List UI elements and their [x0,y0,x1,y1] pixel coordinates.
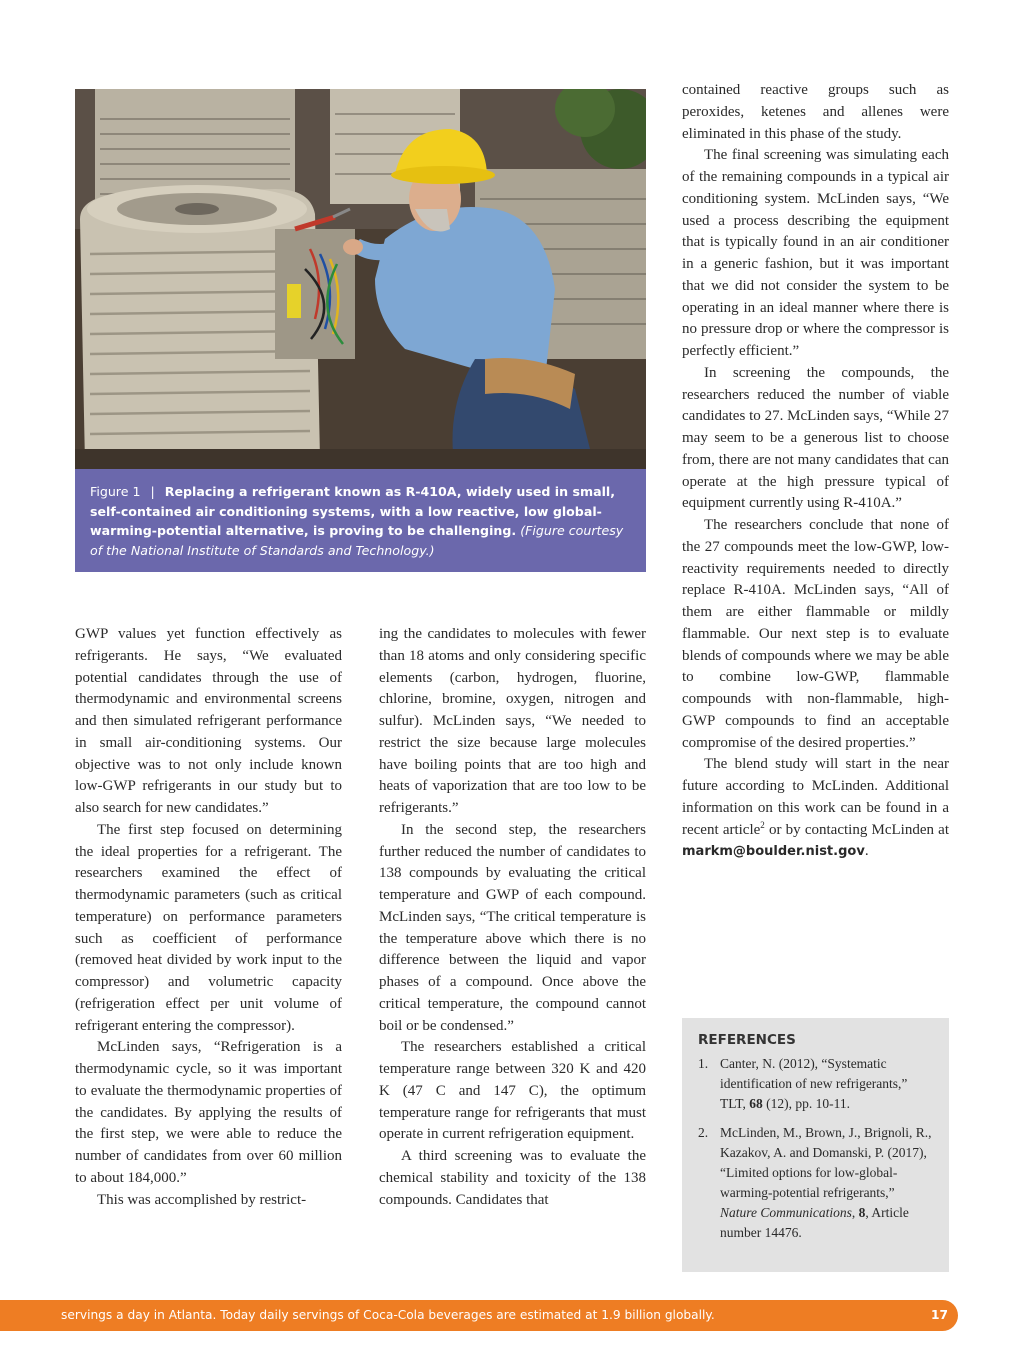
paragraph: The final screening was simulating each of the remaining compounds in a typical air conditioning system. McLinden says, “We used a process describing the equipment that is typically found in an air conditioner in a generic fashion, but it was important that we did not consider the system to be operating in an ideal manner where there is no pressure drop or where the compressor is perfectly efficient.” [682,147,949,359]
references-box [682,1018,949,1272]
caption-bold-text: Replacing a refrigerant known as R-410A, widely used in small, self-contained air conditioning systems, with a low reactive, low global-warming-potential alternative, is proving to be challenging. [90,484,615,538]
citation-superscript: 2 [760,819,765,830]
references-list [698,1054,933,1243]
reference-number: 2. [698,1125,709,1140]
figure-label: Figure 1 [90,484,141,499]
reference-volume: 68 [749,1096,763,1111]
paragraph-text: The blend study will start in the near future according to McLinden. Additional information on this work can be found in a recent article [682,756,949,838]
caption-credit: (Figure courtesy of the National Institute of Standards and Technology.) [90,523,624,558]
figure-caption [75,469,646,572]
reference-text: (12), pp. 10-11. [762,1096,850,1111]
paragraph: In the second step, the researchers further reduced the number of candidates to 138 compounds by evaluating the critical temperature and GWP of each compound. McLinden says, “The critical temperature is the temperature above which there is no difference between the liquid and vapor phases of a compound. Once above the critical temperature, the compound cannot boil or be condensed.” [379,821,646,1034]
paragraph-text: . [864,843,869,860]
article-column-2 [379,624,646,1211]
reference-text: , [851,1205,859,1220]
footer-bar [0,1300,958,1331]
article-column-1 [75,624,342,1211]
email-link[interactable]: markm@boulder.nist.gov [682,844,865,860]
reference-text: Canter, N. (2012), “Systematic identification of new refrigerants,” TLT, [720,1056,908,1111]
paragraph: ing the candidates to molecules with fewer than 18 atoms and only considering specific elements (carbon, hydrogen, fluorine, chlorine, bromine, oxygen, nitrogen and sulfur). McLinden says, “We needed to restrict the size because large molecules have boiling points that are too high and heats of vaporization that are too low to be refrigerants.” [379,626,646,816]
paragraph: The first step focused on determining the ideal properties for a refrigerant. The researchers examined the effect of thermodynamic parameters (such as critical temperature) on performance parameters such as coefficient of performance (removed heat divided by work input to the compressor) and volumetric capacity (refrigeration effect per unit volume of refrigerant entering the compressor). [75,821,342,1034]
paragraph: The researchers conclude that none of the 27 compounds meet the low-GWP, low-reactivity requirements needed to directly replace R-410A. McLinden says, “All of them are either flammable or mildly flammable. Our next step is to evaluate blends of compounds where we may be able to combine low-GWP, flammable compounds with non-flammable, high-GWP compounds to find an acceptable compromise of the desired properties.” [682,517,949,751]
paragraph: This was accomplished by restrict- [97,1191,307,1208]
paragraph: McLinden says, “Refrigeration is a thermodynamic cycle, so it was important to evaluate the thermodynamic properties of the candidates. By applying the results of the first step, we were able to reduce the number of candidates from over 60 million to about 184,000.” [75,1039,342,1186]
reference-journal: Nature Communications [720,1205,852,1220]
paragraph-final [682,754,949,863]
footer-text: servings a day in Atlanta. Today daily servings of Coca-Cola beverages are estimated at 1.9 billion globally. [61,1308,715,1322]
paragraph: The researchers established a critical temperature range between 320 K and 420 K (47 C and 147 C), the optimum temperature range for refrigerants that must operate in current refrigeration equipment. [379,1039,646,1143]
reference-text: McLinden, M., Brown, J., Brignoli, R., Kazakov, A. and Domanski, P. (2017), “Limited options for low-global-warming-potential refrigerants,” [720,1125,932,1200]
references-heading: REFERENCES [698,1032,796,1048]
reference-text: , Article number 14476. [720,1205,909,1240]
reference-number: 1. [698,1056,709,1071]
reference-volume: 8 [858,1205,866,1220]
paragraph: A third screening was to evaluate the chemical stability and toxicity of the 138 compounds. Candidates that [379,1148,646,1208]
reference-item [698,1054,933,1114]
caption-separator: | [150,484,155,499]
paragraph: contained reactive groups such as peroxides, ketenes and allenes were eliminated in this phase of the study. [682,82,949,142]
paragraph: GWP values yet function effectively as refrigerants. He says, “We evaluated potential candidates through the use of thermodynamic and environmental screens and then simulated refrigerant performance in small air-conditioning systems. Our objective was to not only include known low-GWP refrigerants in our study but to also search for new candidates.” [75,626,342,816]
paragraph: In screening the compounds, the researchers reduced the number of viable candidates to 27. McLinden says, “While 27 may seem to be a generous list to choose from, there are not many candidates that can operate at the high pressure typical of equipment currently using R-410A.” [682,364,949,512]
article-column-3 [682,80,949,863]
reference-item [698,1123,933,1243]
figure-photo [75,89,646,469]
page-number: 17 [931,1308,948,1322]
paragraph-text: or by contacting McLinden at [764,821,950,838]
technician-photo-illustration [75,89,646,469]
